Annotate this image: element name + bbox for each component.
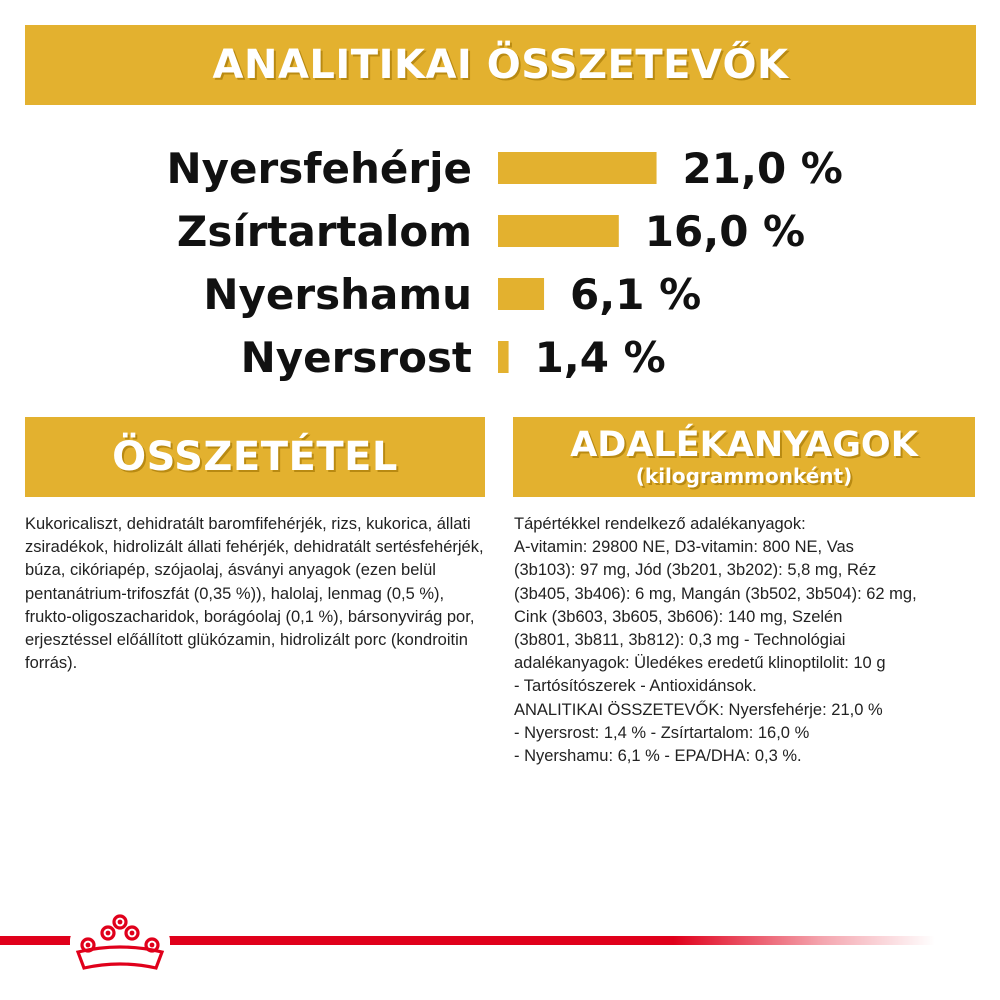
value-label: 1,4 %	[534, 333, 666, 382]
value-label: 16,0 %	[644, 207, 806, 256]
additives-subtitle: (kilogrammonként)	[635, 464, 853, 488]
value-label: 6,1 %	[570, 270, 702, 319]
additives-line: Cink (3b603, 3b605, 3b606): 140 mg, Szelén	[514, 607, 843, 626]
additives-text	[514, 513, 976, 768]
composition-text: Kukoricaliszt, dehidratált baromfifehérjék, rizs, kukorica, állati zsiradékok, hidrolizált állati fehérjék, dehidratált sertésfehérjék, búza, cikóriapép, szójaolaj, ásványi anyagok (ezen belül pentanátrium-trifoszfát (0,35 %)), halolaj, lenmag (0,5 %), frukto-oligoszacharidok, borágóolaj (0,1 %), bársonyvirág por, erjesztéssel előállított glükózamin, hidrolizált porc (kondroitin forrás).	[25, 515, 484, 673]
additives-line: Tápértékkel rendelkező adalékanyagok:	[514, 515, 806, 533]
additives-line: (3b405, 3b406): 6 mg, Mangán (3b502, 3b504): 62 mg,	[514, 584, 917, 603]
additives-line: adalékanyagok: Üledékes eredetű klinoptilolit: 10 g	[514, 654, 886, 673]
additives-line: A-vitamin: 29800 NE, D3-vitamin: 800 NE, Vas	[514, 538, 854, 557]
additives-line: - Nyersrost: 1,4 % - Zsírtartalom: 16,0 %	[514, 723, 810, 742]
additives-line: (3b103): 97 mg, Jód (3b201, 3b202): 5,8 mg, Réz	[514, 561, 877, 580]
crown-icon	[68, 912, 172, 974]
analytics-bar-chart	[0, 130, 1000, 390]
bar	[498, 152, 657, 184]
composition-title: ÖSSZETÉTEL	[112, 434, 398, 480]
category-label: Nyershamu	[203, 270, 472, 319]
bar	[498, 341, 509, 373]
additives-header-banner	[513, 417, 975, 497]
value-label: 21,0 %	[682, 144, 843, 193]
additives-line: - Tartósítószerek - Antioxidánsok.	[514, 677, 757, 696]
bar	[498, 215, 619, 247]
category-label: Zsírtartalom	[176, 207, 472, 256]
category-label: Nyersfehérje	[166, 144, 472, 193]
additives-line: - Nyershamu: 6,1 % - EPA/DHA: 0,3 %.	[514, 747, 802, 766]
bar	[498, 278, 544, 310]
additives-line: (3b801, 3b811, 3b812): 0,3 mg - Technológiai	[514, 631, 846, 650]
category-label: Nyersrost	[240, 333, 472, 382]
analytics-header-banner	[25, 25, 976, 105]
analytics-title: ANALITIKAI ÖSSZETEVŐK	[212, 42, 789, 88]
additives-title: ADALÉKANYAGOK	[570, 425, 918, 465]
additives-line: ANALITIKAI ÖSSZETEVŐK: Nyersfehérje: 21,0 %	[514, 700, 883, 719]
composition-header-banner	[25, 417, 485, 497]
